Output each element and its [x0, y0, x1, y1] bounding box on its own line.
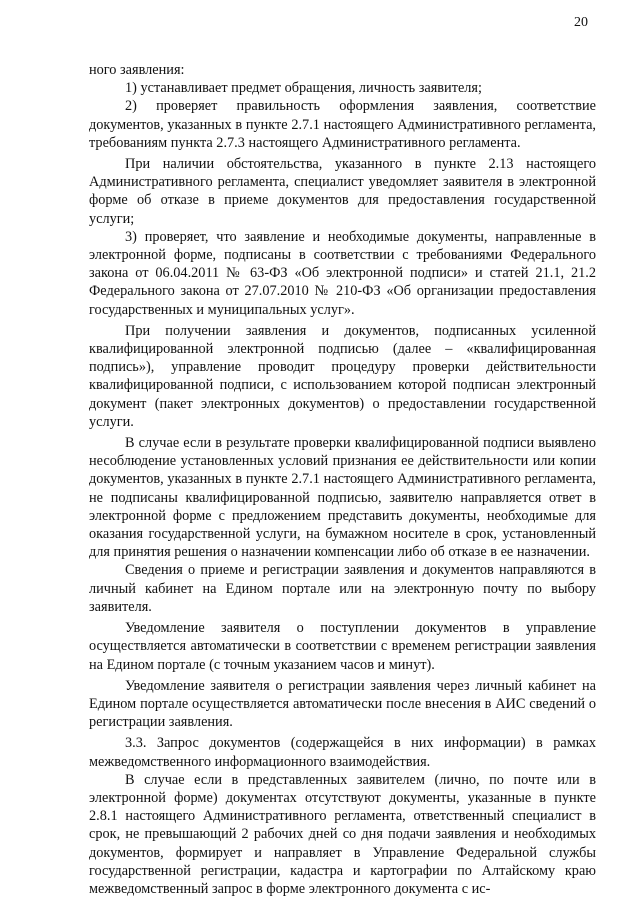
paragraph: 2) проверяет правильность оформления заявления, соответствие документов, указанных в пункте 2.7.1 настоящего Административного регламента, требованиям пункта 2.7.3 настоящего Административного регламента.: [89, 98, 596, 151]
paragraph: Уведомление заявителя о регистрации заявления через личный кабинет на Едином портале осуществляется автоматически после внесения в АИС сведений о регистрации заявления.: [89, 677, 596, 731]
paragraph: 3.3. Запрос документов (содержащейся в них информации) в рамках межведомственного информационного взаимодействия.: [89, 735, 596, 770]
paragraph: При наличии обстоятельства, указанного в пункте 2.13 настоящего Административного регламента, специалист уведомляет заявителя в электронной форме об отказе в приеме документов для предоставления государственной услуги;: [89, 156, 596, 227]
paragraph: ного заявления:: [89, 62, 185, 78]
paragraph: 1) устанавливает предмет обращения, личность заявителя;: [125, 80, 482, 97]
paragraph: В случае если в представленных заявителем (лично, по почте или в электронной форме) документах отсутствуют документы, указанные в пункте 2.8.1 настоящего Административного регламента, ответственный специалист в срок, не превышающий 2 рабочих дней со дня подачи заявления и необходимых документов, формирует и направляет в Управление Федеральной службы государственной регистрации, кадастра и картографии по Алтайскому краю межведомственный запрос в форме электронного документа с ис-: [89, 771, 596, 897]
paragraph: Сведения о приеме и регистрации заявления и документов направляются в личный кабинет на Едином портале или на электронную почту по выбору заявителя.: [89, 562, 596, 615]
document-body: [89, 61, 596, 898]
paragraph: При получении заявления и документов, подписанных усиленной квалифицированной электронной подписью (далее – «квалифицированная подпись»), управление проводит процедуру проверки действительности квалифицированной подписи, с использованием которой подписан электронный документ (пакет электронных документов) о предоставлении государственной услуги.: [89, 322, 596, 430]
page-number: 20: [574, 15, 588, 30]
paragraph: Уведомление заявителя о поступлении документов в управление осуществляется автоматически в соответствии с временем регистрации заявления на Едином портале (с точным указанием часов и минут).: [89, 620, 596, 673]
paragraph: В случае если в результате проверки квалифицированной подписи выявлено несоблюдение установленных условий признания ее действительности или копии документов, указанных в пункте 2.7.1 настоящего Административного регламента, не подписаны квалифицированной подписью, заявителю направляется ответ в электронной форме с предложением представить документы, необходимые для оказания государственной услуги, на бумажном носителе в срок, установленный для принятия решения о назначении компенсации либо об отказе в ее назначении.: [89, 435, 596, 561]
paragraph: 3) проверяет, что заявление и необходимые документы, направленные в электронной форме, подписаны в соответствии с требованиями Федерального закона от 06.04.2011 № 63-ФЗ «Об электронной подписи» и статей 21.1, 21.2 Федерального закона от 27.07.2010 № 210-ФЗ «Об организации предоставления государственных и муниципальных услуг».: [89, 228, 596, 318]
